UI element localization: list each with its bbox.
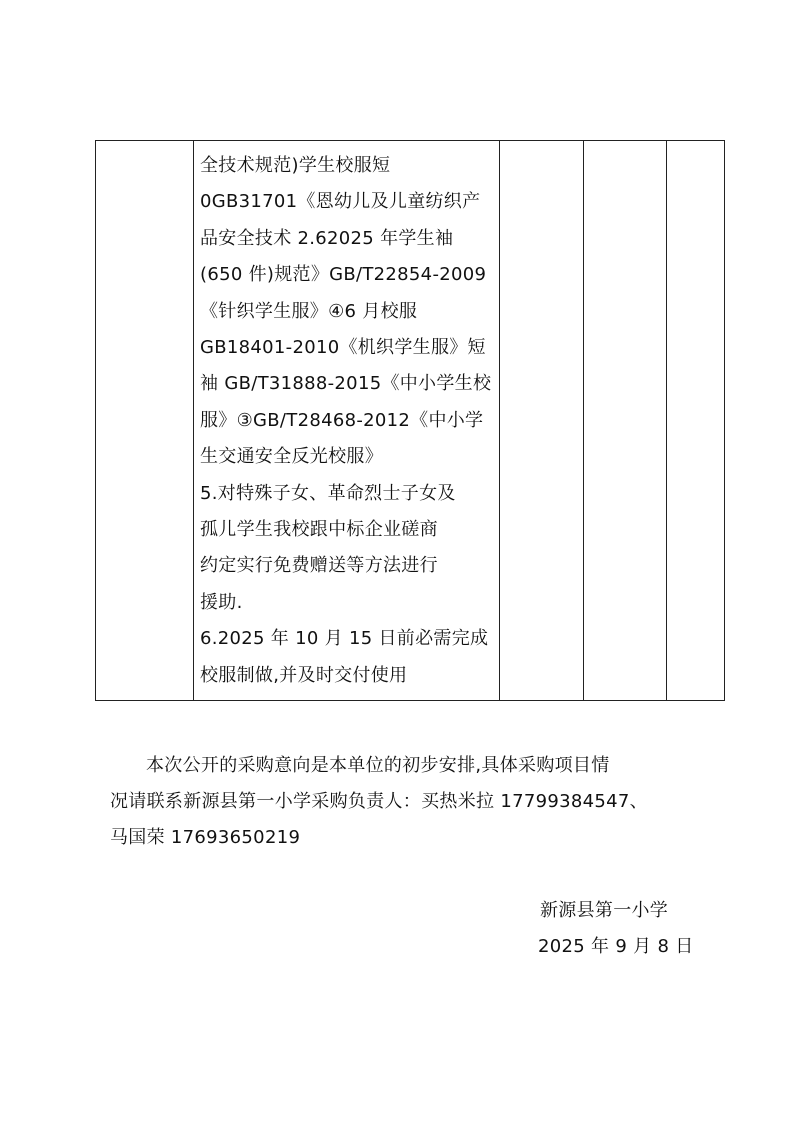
requirement-line: 生交通安全反光校服》	[200, 446, 383, 468]
requirement-line: 校服制做,并及时交付使用	[200, 664, 408, 686]
requirement-line: 5.对特殊子女、革命烈士子女及	[200, 482, 456, 504]
requirement-line: (650 件)规范》GB/T22854-2009	[200, 264, 487, 286]
signature-date: 2025 年 9 月 8 日	[538, 936, 694, 957]
table-column-divider	[666, 141, 667, 700]
notice-line: 况请联系新源县第一小学采购负责人：买热米拉 17799384547、	[110, 791, 648, 812]
notice-line: 本次公开的采购意向是本单位的初步安排,具体采购项目情	[146, 755, 610, 776]
requirement-line: 援助.	[200, 591, 243, 613]
requirement-line: 品安全技术 2.62025 年学生袖	[200, 227, 454, 249]
table-column-divider	[583, 141, 584, 700]
requirement-line: 全技术规范)学生校服短	[200, 155, 391, 176]
table-column-divider	[193, 141, 194, 700]
requirement-line: 孤儿学生我校跟中标企业磋商	[200, 519, 438, 541]
requirement-line: 《针织学生服》④6 月校服	[200, 300, 418, 322]
notice-paragraph	[110, 748, 710, 856]
requirement-line: 约定实行免费赠送等方法进行	[200, 555, 438, 577]
requirement-line: GB18401-2010《机织学生服》短	[200, 337, 486, 359]
requirement-line: 6.2025 年 10 月 15 日前必需完成	[200, 628, 489, 650]
signature-organization: 新源县第一小学	[540, 900, 669, 921]
requirement-line: 袖 GB/T31888-2015《中小学生校	[200, 373, 492, 395]
requirement-line: 0GB31701《恩幼儿及儿童纺织产	[200, 191, 481, 213]
procurement-table	[95, 140, 725, 701]
requirement-line: 服》③GB/T28468-2012《中小学	[200, 409, 484, 431]
requirements-cell	[200, 148, 500, 694]
notice-line: 马国荣 17693650219	[110, 827, 301, 848]
